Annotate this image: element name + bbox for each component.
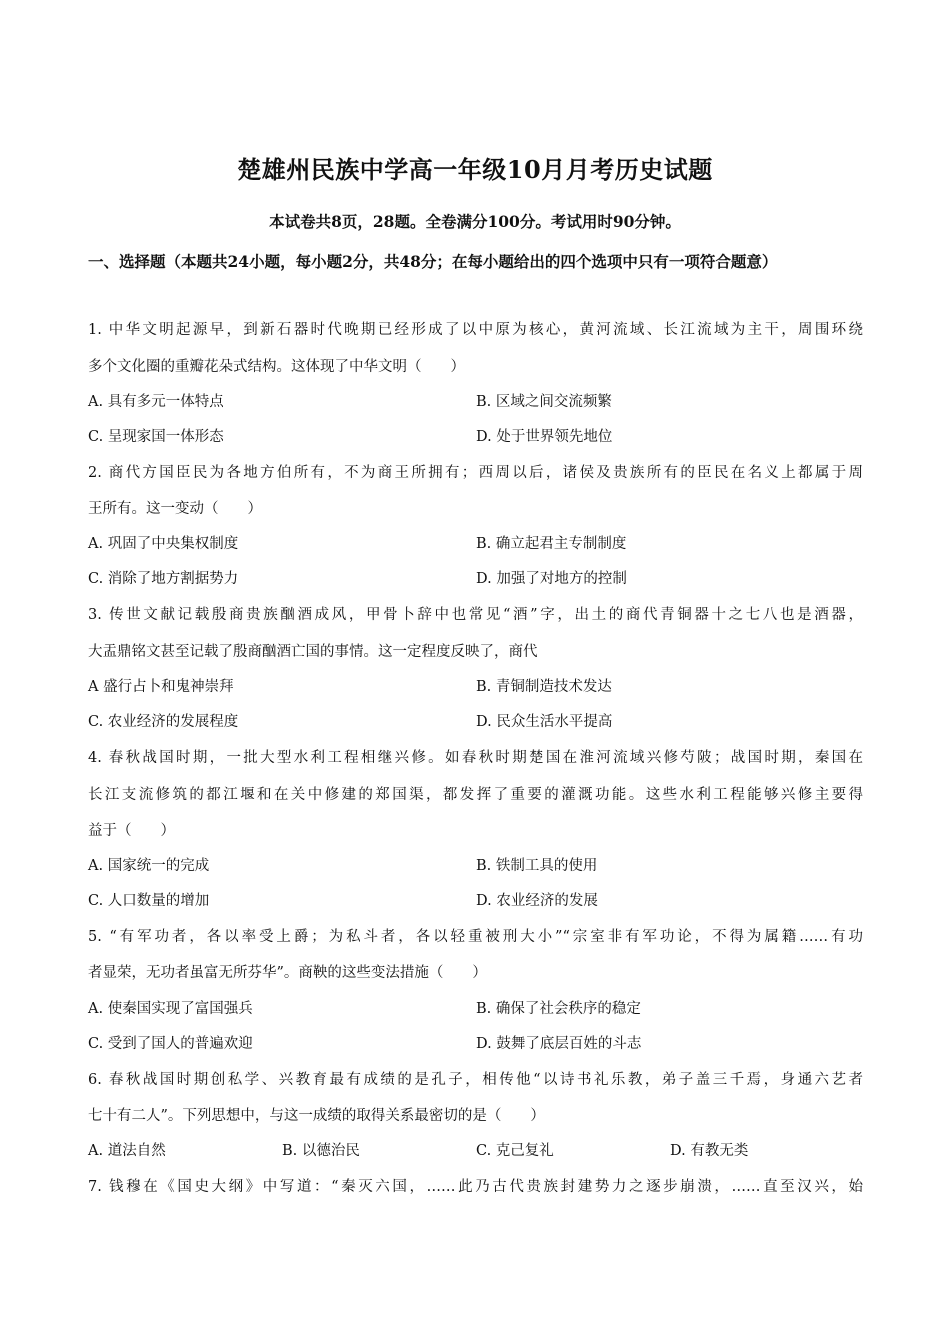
question-2-option-b: B. 确立起君主专制制度: [476, 536, 627, 552]
page-title: 楚雄州民族中学高一年级10月月考历史试题: [237, 155, 713, 184]
question-6-option-b: B. 以德治民: [282, 1143, 360, 1159]
question-2-option-d: D. 加强了对地方的控制: [476, 571, 627, 587]
question-1-option-b: B. 区域之间交流频繁: [476, 394, 612, 410]
question-3-option-b: B. 青铜制造技术发达: [476, 679, 612, 695]
question-6-option-a: A. 道法自然: [88, 1143, 166, 1159]
question-2-option-a: A. 巩固了中央集权制度: [88, 536, 239, 552]
question-2-text-line-1: 2. 商代方国臣民为各地方伯所有，不为商王所拥有；西周以后，诸侯及贵族所有的臣民在名义上都属于周: [88, 465, 863, 481]
question-5-option-d: D. 鼓舞了底层百姓的斗志: [476, 1036, 642, 1052]
question-4-text-line-2: 长江支流修筑的都江堰和在关中修建的郑国渠，都发挥了重要的灌溉功能。这些水利工程能够兴修主要得: [88, 787, 863, 803]
question-6-text-line-2: 七十有二人”。下列思想中，与这一成绩的取得关系最密切的是（ ）: [88, 1108, 545, 1124]
question-1-option-d: D. 处于世界领先地位: [476, 429, 613, 445]
question-7-text-line-1: 7. 钱穆在《国史大纲》中写道：“秦灭六国，……此乃古代贵族封建势力之逐步崩溃，……直至汉兴，始: [88, 1179, 863, 1195]
question-6-option-d: D. 有教无类: [670, 1143, 749, 1159]
question-5-text-line-1: 5. “有军功者，各以率受上爵；为私斗者，各以轻重被刑大小”“宗室非有军功论，不得为属籍……有功: [88, 929, 863, 945]
question-3-option-d: D. 民众生活水平提高: [476, 714, 613, 730]
question-3-option-c: C. 农业经济的发展程度: [88, 714, 239, 730]
question-4-option-d: D. 农业经济的发展: [476, 893, 598, 909]
question-5-option-b: B. 确保了社会秩序的稳定: [476, 1001, 641, 1017]
question-6-option-c: C. 克己复礼: [476, 1143, 554, 1159]
question-4-text-line-1: 4. 春秋战国时期，一批大型水利工程相继兴修。如春秋时期楚国在淮河流域兴修芍陂；战国时期，秦国在: [88, 750, 863, 766]
question-2-option-c: C. 消除了地方割据势力: [88, 571, 239, 587]
question-6-text-line-1: 6. 春秋战国时期创私学、兴教育最有成绩的是孔子，相传他“以诗书礼乐教，弟子盖三千焉，身通六艺者: [88, 1072, 863, 1088]
question-1-text-line-1: 1. 中华文明起源早，到新石器时代晚期已经形成了以中原为核心，黄河流域、长江流域为主干，周围环绕: [88, 322, 863, 338]
question-4-option-c: C. 人口数量的增加: [88, 893, 210, 909]
question-2-text-line-2: 王所有。这一变动（ ）: [88, 501, 262, 517]
question-1-option-c: C. 呈现家国一体形态: [88, 429, 224, 445]
question-5-text-line-2: 者显荣，无功者虽富无所芬华”。商鞅的这些变法措施（ ）: [88, 965, 487, 981]
question-1-option-a: A. 具有多元一体特点: [88, 394, 224, 410]
question-3-text-line-2: 大盂鼎铭文甚至记载了殷商酗酒亡国的事情。这一定程度反映了，商代: [88, 644, 538, 660]
question-5-option-a: A. 使秦国实现了富国强兵: [88, 1001, 253, 1017]
question-3-text-line-1: 3. 传世文献记载殷商贵族酗酒成风，甲骨卜辞中也常见“酒”字，出土的商代青铜器十之七八也是酒器，: [88, 607, 863, 623]
question-4-option-a: A. 国家统一的完成: [88, 858, 210, 874]
question-3-option-a: A 盛行占卜和鬼神崇拜: [88, 679, 234, 695]
question-4-text-line-3: 益于（ ）: [88, 823, 175, 839]
exam-info: 本试卷共8页，28题。全卷满分100分。考试用时90分钟。: [269, 212, 681, 231]
question-1-text-line-2: 多个文化圈的重瓣花朵式结构。这体现了中华文明（ ）: [88, 359, 465, 375]
question-5-option-c: C. 受到了国人的普遍欢迎: [88, 1036, 253, 1052]
question-4-option-b: B. 铁制工具的使用: [476, 858, 598, 874]
section-heading: 一、选择题（本题共24小题，每小题2分，共48分；在每小题给出的四个选项中只有一项符合题意）: [88, 252, 778, 271]
